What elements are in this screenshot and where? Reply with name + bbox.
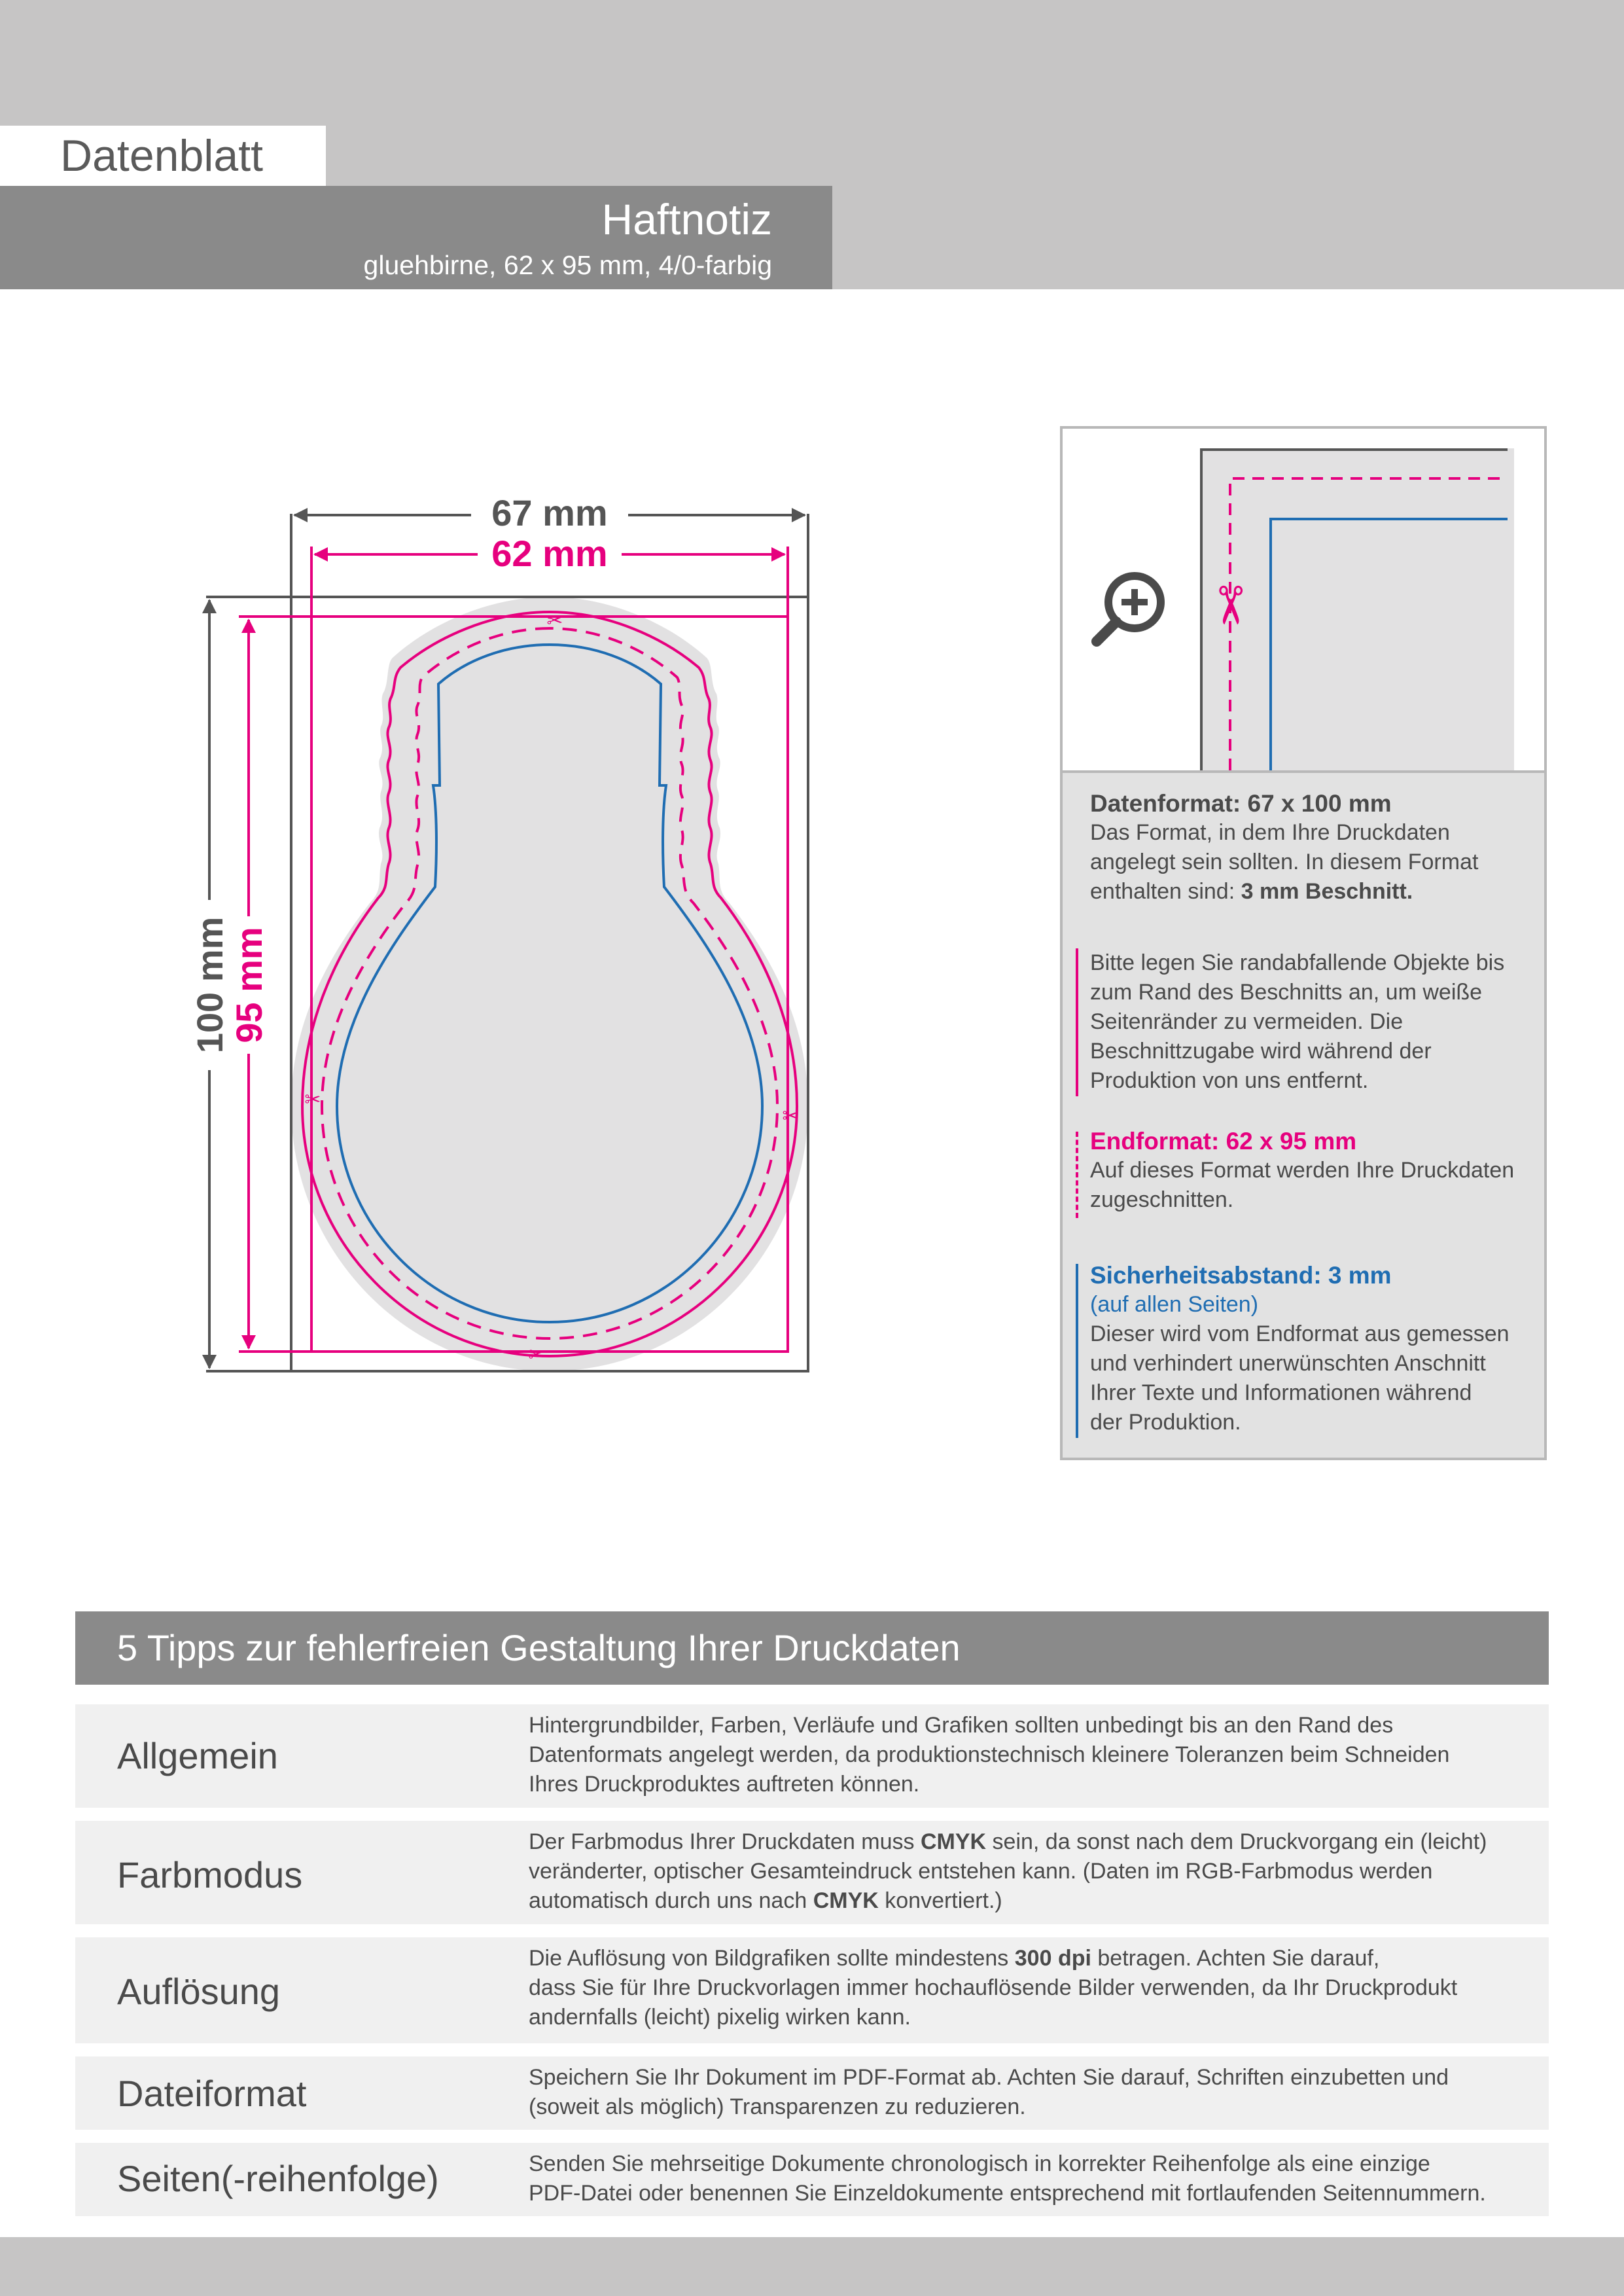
tip-text xyxy=(529,2149,1530,2208)
tip-line: Hintergrundbilder, Farben, Verläufe und Grafiken sollten unbedingt bis an den Rand des xyxy=(529,1713,1394,1738)
format-diagram xyxy=(0,289,851,1402)
safety-info xyxy=(1090,1261,1535,1437)
tip-line: Datenformats angelegt werden, da produktionstechnisch kleinere Toleranzen beim Schneiden xyxy=(529,1742,1450,1767)
tip-text xyxy=(529,1827,1530,1916)
tip-row-farbmodus xyxy=(75,1821,1549,1924)
product-title: Haftnotiz xyxy=(601,195,772,243)
text-span: enthalten sind: xyxy=(1090,879,1241,904)
bold-span: 300 dpi xyxy=(1014,1946,1091,1971)
bleed-info xyxy=(1090,948,1535,1096)
bold-span: CMYK xyxy=(920,1829,987,1854)
text-span: konvertiert.) xyxy=(878,1888,1002,1913)
datenformat-heading: Datenformat: 67 x 100 mm xyxy=(1090,790,1392,817)
tip-line xyxy=(529,1827,1530,1857)
tip-line xyxy=(529,1944,1530,1973)
bleed-marker xyxy=(1076,948,1078,1096)
tip-row-aufloesung xyxy=(75,1937,1549,2043)
tip-label: Auflösung xyxy=(117,1971,281,2012)
safety-marker xyxy=(1076,1264,1078,1438)
bleed-text: Seitenränder zu vermeiden. Die xyxy=(1090,1009,1403,1034)
datenformat-text: angelegt sein sollten. In diesem Format xyxy=(1090,850,1479,874)
scissors-icon: ✂ xyxy=(1199,583,1260,628)
datenformat-info xyxy=(1090,789,1535,906)
bleed-text: Beschnittzugabe wird während der xyxy=(1090,1039,1432,1064)
bleed-text: zum Rand des Beschnitts an, um weiße xyxy=(1090,980,1483,1005)
scissors-icon: ✂ xyxy=(546,609,563,632)
endformat-text: Auf dieses Format werden Ihre Druckdaten xyxy=(1090,1158,1515,1183)
tip-line: Senden Sie mehrseitige Dokumente chronologisch in korrekter Reihenfolge als eine einzige xyxy=(529,2151,1430,2176)
safety-text: Dieser wird vom Endformat aus gemessen xyxy=(1090,1321,1509,1346)
bleed-text: Produktion von uns entfernt. xyxy=(1090,1068,1369,1093)
doc-label: Datenblatt xyxy=(0,126,326,186)
bleed-text: Bitte legen Sie randabfallende Objekte bis xyxy=(1090,950,1505,975)
tip-label: Seiten(-reihenfolge) xyxy=(117,2158,439,2199)
zoom-detail xyxy=(1063,429,1544,773)
tip-line: (soweit als möglich) Transparenzen zu reduzieren. xyxy=(529,2094,1026,2119)
height-inner-label: 95 mm xyxy=(228,927,270,1043)
tip-line: Ihres Druckproduktes auftreten können. xyxy=(529,1772,920,1797)
tip-line: Speichern Sie Ihr Dokument im PDF-Format ab. Achten Sie darauf, Schriften einzubetten und xyxy=(529,2065,1449,2090)
tip-line: dass Sie für Ihre Druckvorlagen immer hochauflösende Bilder verwenden, da Ihr Druckprodukt xyxy=(529,1975,1458,2000)
zoom-info-box xyxy=(1060,426,1547,1460)
bulb-bleed-shape xyxy=(291,597,808,1371)
safety-text: Ihrer Texte und Informationen während xyxy=(1090,1380,1472,1405)
text-span: betragen. Achten Sie darauf, xyxy=(1091,1946,1380,1971)
footer-band xyxy=(0,2237,1624,2296)
product-subtitle: gluehbirne, 62 x 95 mm, 4/0-farbig xyxy=(363,250,772,280)
endformat-heading: Endformat: 62 x 95 mm xyxy=(1090,1128,1357,1155)
endformat-text: zugeschnitten. xyxy=(1090,1187,1234,1212)
bold-span: CMYK xyxy=(813,1888,879,1913)
magnifier-plus-icon xyxy=(1097,576,1161,641)
tip-line: PDF-Datei oder benennen Sie Einzeldokumente entsprechend mit fortlaufenden Seitennummern. xyxy=(529,2181,1486,2206)
tip-text xyxy=(529,1944,1530,2032)
tip-text xyxy=(529,1711,1530,1799)
tip-label: Allgemein xyxy=(117,1735,278,1776)
tip-row-seiten xyxy=(75,2143,1549,2216)
zoom-detail-graphic xyxy=(1063,429,1544,770)
endformat-marker xyxy=(1076,1132,1078,1218)
safety-text: und verhindert unerwünschten Anschnitt xyxy=(1090,1351,1486,1376)
safety-heading: Sicherheitsabstand: 3 mm xyxy=(1090,1262,1392,1289)
datenformat-text xyxy=(1090,877,1535,906)
title-block xyxy=(0,186,832,289)
bold-span: 3 mm Beschnitt. xyxy=(1241,879,1413,904)
tip-line xyxy=(529,1886,1530,1916)
tip-line: veränderter, optischer Gesamteindruck entstehen kann. (Daten im RGB-Farbmodus werden xyxy=(529,1859,1433,1884)
scissors-icon: ✂ xyxy=(782,1105,799,1128)
zoom-legend xyxy=(1063,773,1544,1458)
text-span: automatisch durch uns nach xyxy=(529,1888,813,1913)
text-span: Der Farbmodus Ihrer Druckdaten muss xyxy=(529,1829,921,1854)
text-span: Die Auflösung von Bildgrafiken sollte mindestens xyxy=(529,1946,1015,1971)
safety-text: der Produktion. xyxy=(1090,1410,1241,1435)
width-inner-label: 62 mm xyxy=(491,533,608,574)
tips-header: 5 Tipps zur fehlerfreien Gestaltung Ihrer Druckdaten xyxy=(75,1611,1549,1685)
datenformat-text: Das Format, in dem Ihre Druckdaten xyxy=(1090,820,1450,845)
text-span: sein, da sonst nach dem Druckvorgang ein (leicht) xyxy=(986,1829,1487,1854)
height-outer-label: 100 mm xyxy=(189,916,230,1054)
tip-row-dateiformat xyxy=(75,2056,1549,2130)
tip-label: Dateiformat xyxy=(117,2073,307,2114)
scissors-icon: ✂ xyxy=(528,1344,545,1367)
tip-label: Farbmodus xyxy=(117,1854,303,1895)
tip-line: andernfalls (leicht) pixelig wirken kann. xyxy=(529,2005,911,2030)
width-outer-label: 67 mm xyxy=(491,492,608,533)
endformat-info xyxy=(1090,1126,1535,1215)
tip-row-allgemein xyxy=(75,1704,1549,1808)
scissors-icon: ✂ xyxy=(304,1088,321,1111)
tip-text xyxy=(529,2063,1530,2122)
safety-subheading: (auf allen Seiten) xyxy=(1090,1292,1259,1317)
